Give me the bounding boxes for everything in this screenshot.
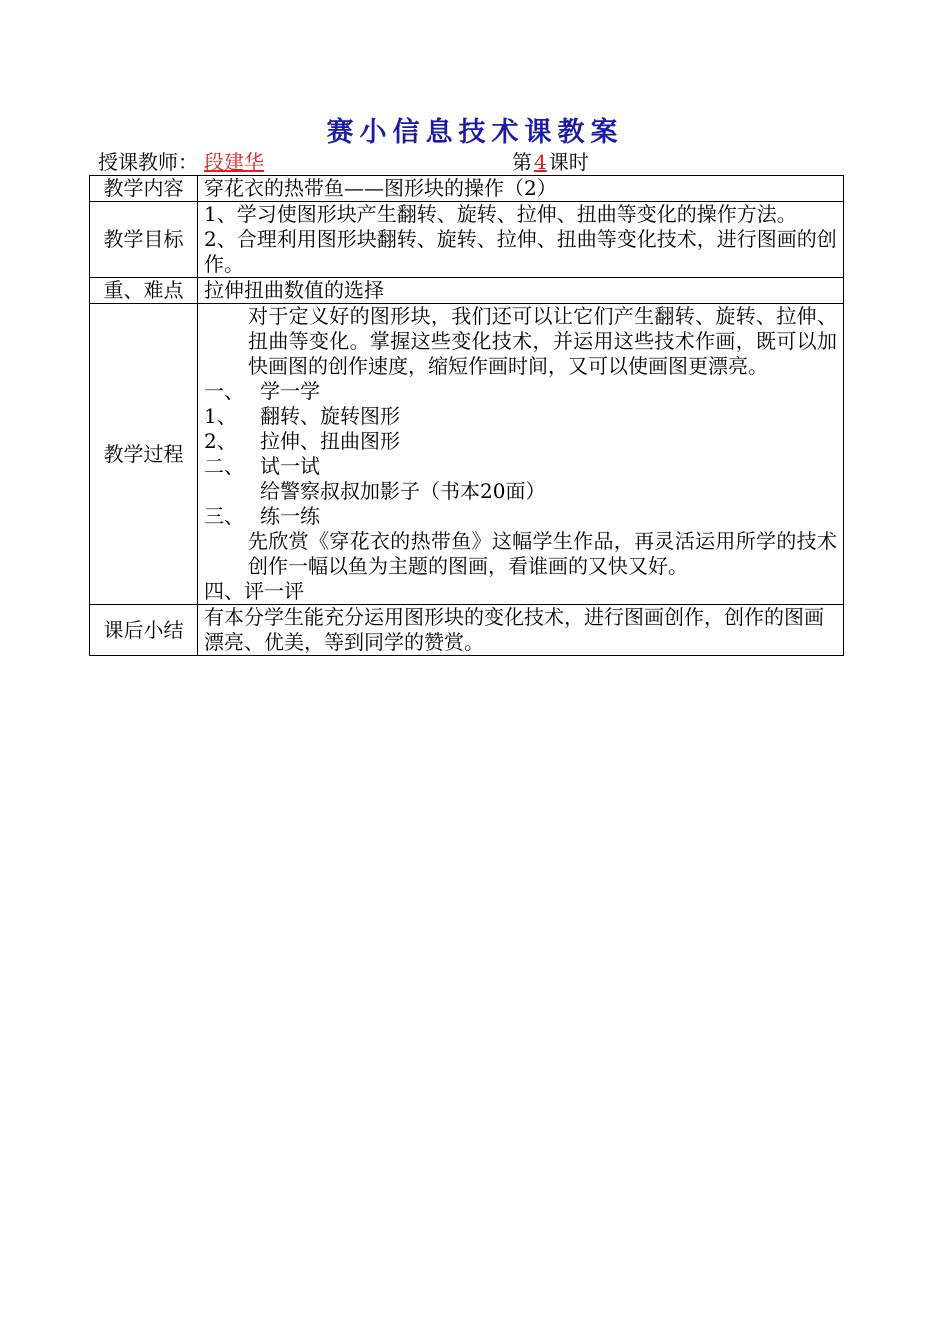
row-process [90,304,844,605]
lesson-plan-table [89,175,844,656]
process-section-try [204,454,837,479]
section-text: 试一试 [260,454,320,478]
section-marker: 一、 [204,379,244,403]
process-intro: 对于定义好的图形块，我们还可以让它们产生翻转、旋转、拉伸、扭曲等变化。掌握这些变化技术，并运用这些技术作画，既可以加快画图的创作速度，缩短作画时间，又可以使画图更漂亮。 [248,304,837,378]
process-practice-detail: 先欣赏《穿花衣的热带鱼》这幅学生作品，再灵活运用所学的技术创作一幅以鱼为主题的图画，看谁画的又快又好。 [248,529,837,578]
process-item-stretch [204,429,837,454]
item-text: 拉伸、扭曲图形 [260,429,400,453]
section-marker: 三、 [204,504,244,528]
page-title: 赛小信息技术课教案 [326,117,624,148]
section-text: 练一练 [260,504,320,528]
teacher-field [98,150,282,174]
row-text-summary: 有本分学生能充分运用图形块的变化技术，进行图画创作，创作的图画漂亮、优美，等到同学的赞赏。 [198,605,844,656]
row-goals [90,202,844,278]
process-section-review: 四、评一评 [204,579,304,603]
process-section-learn [204,379,837,404]
row-label-process: 教学过程 [90,304,198,605]
lesson-prefix: 第 [512,150,532,174]
row-key-points [90,278,844,304]
row-label-key-points: 重、难点 [90,278,198,304]
lesson-meta [98,150,844,174]
process-item-flip [204,404,837,429]
row-summary [90,605,844,656]
teacher-label: 授课教师： [98,150,198,174]
row-text-key-points: 拉伸扭曲数值的选择 [198,278,844,304]
item-marker: 2、 [204,429,237,453]
row-label-goals: 教学目标 [90,202,198,278]
item-marker: 1、 [204,404,237,428]
section-marker: 二、 [204,454,244,478]
row-content [90,176,844,202]
item-text: 翻转、旋转图形 [260,404,400,428]
row-text-goals [198,202,844,278]
row-text-content: 穿花衣的热带鱼——图形块的操作（2） [198,176,844,202]
row-text-process [198,304,844,605]
goal-item: 2、合理利用图形块翻转、旋转、拉伸、扭曲等变化技术，进行图画的创作。 [204,227,837,276]
process-section-practice [204,504,837,529]
row-label-content: 教学内容 [90,176,198,202]
lesson-number: 4 [534,150,547,174]
lesson-suffix: 课时 [548,150,589,174]
section-text: 学一学 [260,379,320,403]
lesson-number-field [512,150,589,174]
goal-item: 1、学习使图形块产生翻转、旋转、拉伸、扭曲等变化的操作方法。 [204,202,797,226]
row-label-summary: 课后小结 [90,605,198,656]
teacher-name: 段建华 [204,150,264,174]
process-try-detail: 给警察叔叔加影子（书本20面） [260,479,546,503]
